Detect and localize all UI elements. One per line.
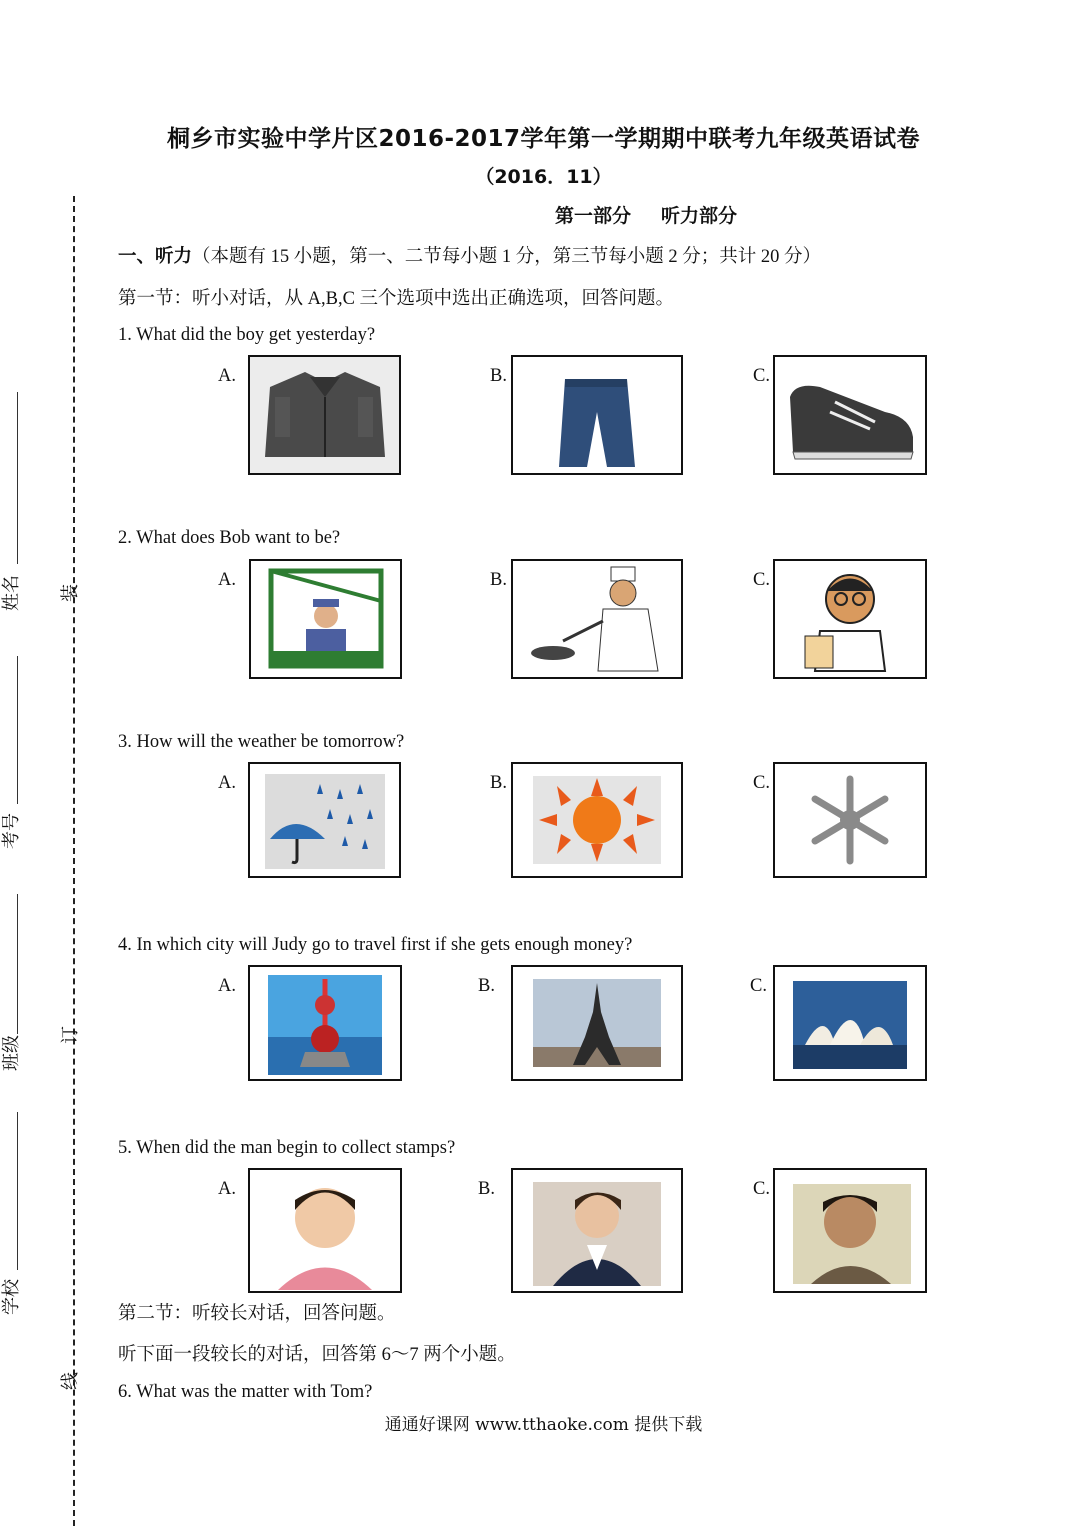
q4-option-c: C. (750, 976, 767, 996)
footer-text: 通通好课网 www.tthaoke.com 提供下载 (384, 1415, 703, 1435)
part-heading (555, 201, 767, 228)
field-school-label: 学校 (1, 1279, 22, 1315)
q3-option-c: C. (753, 773, 770, 793)
q3-option-b: B. (490, 773, 507, 793)
q1-option-a: A. (218, 366, 236, 386)
opera-house-icon (775, 967, 925, 1079)
driver-icon (251, 561, 400, 677)
question-3: 3. How will the weather be tomorrow? (118, 732, 405, 752)
part-name: 听力部分 (661, 205, 738, 227)
snowflake-icon (775, 764, 925, 876)
question-1: 1. What did the boy get yesterday? (118, 325, 376, 345)
section1-sub1: 第一节：听小对话，从 A,B,C 三个选项中选出正确选项，回答问题。 (118, 289, 675, 309)
q2-image-b[interactable] (511, 559, 683, 679)
q5-option-c: C. (753, 1179, 770, 1199)
question-6: 6. What was the matter with Tom? (118, 1382, 373, 1402)
q1-image-c[interactable] (773, 355, 927, 475)
binding-mark-ding: 订 (60, 1026, 81, 1044)
section1-heading-line (118, 242, 821, 268)
q4-image-b[interactable] (511, 965, 683, 1081)
q3-option-a: A. (218, 773, 236, 793)
man-portrait-icon (775, 1170, 925, 1291)
q1-option-c: C. (753, 366, 770, 386)
q4-option-b: B. (478, 976, 495, 996)
sneaker-icon (775, 357, 925, 473)
q4-option-a: A. (218, 976, 236, 996)
part-label: 第一部分 (555, 205, 632, 227)
q5-image-c[interactable] (773, 1168, 927, 1293)
field-exam-number-label: 考号 (1, 813, 22, 849)
binding-dashed-line (73, 196, 75, 1526)
q5-option-b: B. (478, 1179, 495, 1199)
doctor-icon (775, 561, 925, 677)
eiffel-tower-icon (513, 967, 681, 1079)
q2-option-c: C. (753, 570, 770, 590)
rain-icon (250, 764, 399, 876)
section1-heading: 一、听力 (118, 246, 193, 267)
q1-option-b: B. (490, 366, 507, 386)
young-man-portrait-icon (513, 1170, 681, 1291)
section1-desc: （本题有 15 小题，第一、二节每小题 1 分，第三节每小题 2 分；共计 20 分） (192, 247, 822, 267)
q2-option-a: A. (218, 570, 236, 590)
q1-image-a[interactable] (248, 355, 401, 475)
school-fill-line[interactable] (17, 1112, 18, 1270)
exam-number-fill-line[interactable] (17, 656, 18, 804)
q3-image-c[interactable] (773, 762, 927, 878)
class-fill-line[interactable] (17, 894, 18, 1034)
section2-sub2: 第二节：听较长对话，回答问题。 (118, 1304, 396, 1324)
cook-icon (513, 561, 681, 677)
sun-icon (513, 764, 681, 876)
q5-image-b[interactable] (511, 1168, 683, 1293)
binding-mark-zhuang: 装 (60, 584, 81, 602)
exam-title: 桐乡市实验中学片区2016-2017学年第一学期期中联考九年级英语试卷 (166, 126, 921, 152)
q4-image-c[interactable] (773, 965, 927, 1081)
q2-image-a[interactable] (249, 559, 402, 679)
field-class-label: 班级 (1, 1035, 22, 1071)
tv-tower-icon (250, 967, 400, 1079)
section2-instruction: 听下面一段较长的对话，回答第 6～7 两个小题。 (118, 1345, 516, 1365)
q3-image-b[interactable] (511, 762, 683, 878)
exam-date: （2016．11） (475, 166, 612, 188)
question-2: 2. What does Bob want to be? (118, 528, 341, 548)
boy-portrait-icon (250, 1170, 400, 1291)
q2-option-b: B. (490, 570, 507, 590)
binding-mark-xian: 线 (60, 1372, 81, 1390)
q3-image-a[interactable] (248, 762, 401, 878)
jeans-icon (513, 357, 681, 473)
field-name-label: 姓名 (1, 575, 22, 611)
question-5: 5. When did the man begin to collect stamps? (118, 1138, 456, 1158)
name-fill-line[interactable] (17, 392, 18, 564)
q1-image-b[interactable] (511, 355, 683, 475)
question-4: 4. In which city will Judy go to travel first if she gets enough money? (118, 935, 633, 955)
q5-image-a[interactable] (248, 1168, 402, 1293)
q2-image-c[interactable] (773, 559, 927, 679)
q4-image-a[interactable] (248, 965, 402, 1081)
jacket-icon (250, 357, 399, 473)
q5-option-a: A. (218, 1179, 236, 1199)
